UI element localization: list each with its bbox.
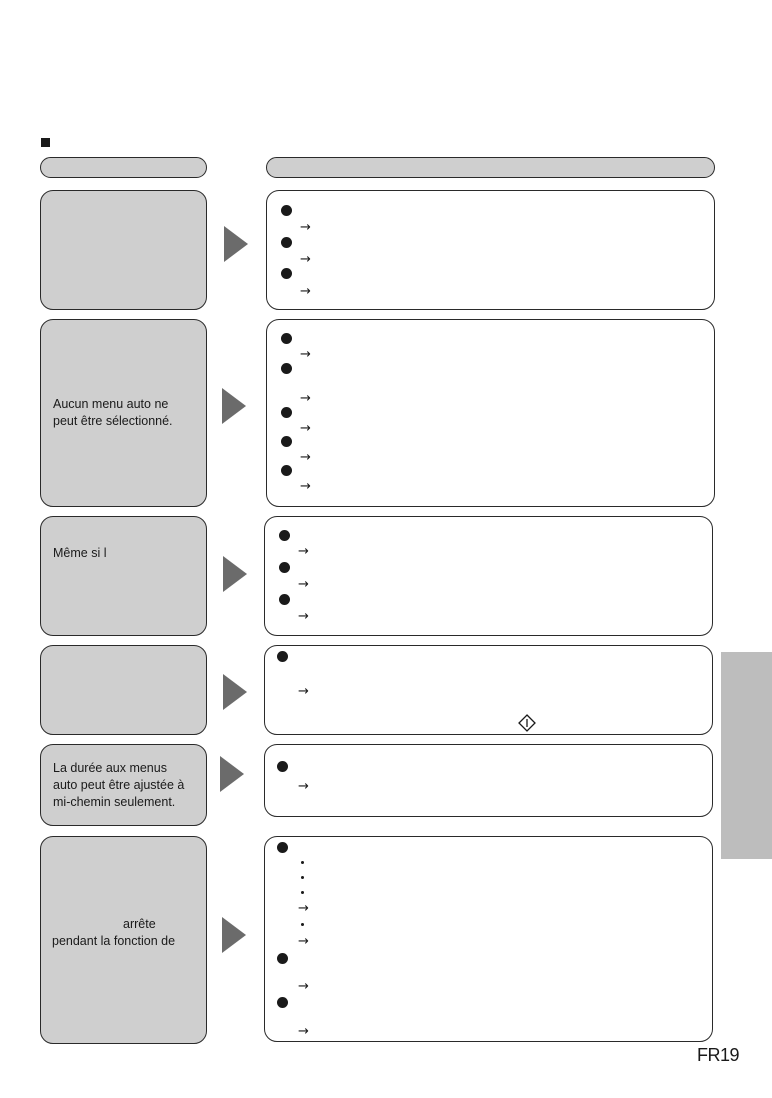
bullet-icon xyxy=(281,436,292,447)
symptom-box-2 xyxy=(40,319,207,507)
page-number: FR19 xyxy=(697,1045,740,1065)
bullet-icon xyxy=(281,363,292,374)
symptom-column-header xyxy=(40,157,207,178)
bullet-icon xyxy=(281,333,292,344)
bullet-icon xyxy=(279,530,290,541)
symptom-box-5 xyxy=(40,744,207,826)
right-arrow-icon: → xyxy=(298,779,309,794)
triangle-pointer-icon xyxy=(222,388,246,424)
solution-box-5 xyxy=(264,744,713,817)
list-dot xyxy=(301,891,304,894)
triangle-pointer-icon xyxy=(223,674,247,710)
triangle-pointer-icon xyxy=(222,917,246,953)
triangle-pointer-icon xyxy=(224,226,248,262)
bullet-icon xyxy=(281,205,292,216)
symptom-box-1 xyxy=(40,190,207,310)
right-arrow-icon: → xyxy=(300,479,311,494)
right-arrow-icon: → xyxy=(298,1024,309,1039)
right-arrow-icon: → xyxy=(300,421,311,436)
right-arrow-icon: → xyxy=(298,544,309,559)
right-arrow-icon: → xyxy=(298,609,309,624)
symptom-box-3 xyxy=(40,516,207,636)
solution-box-3 xyxy=(264,516,713,636)
side-tab xyxy=(721,652,772,859)
bullet-icon xyxy=(277,953,288,964)
section-marker-square xyxy=(41,138,50,147)
right-arrow-icon: → xyxy=(298,934,309,949)
symptom-text-6b: pendant la fonction de xyxy=(52,934,176,948)
bullet-icon xyxy=(281,237,292,248)
symptom-text-3: Même si l xyxy=(53,546,107,560)
solution-box-6 xyxy=(264,836,713,1042)
symptom-box-4 xyxy=(40,645,207,735)
right-arrow-icon: → xyxy=(298,901,309,916)
symptom-text-5: La durée aux menus auto peut être ajustée à mi-chemin seulement. xyxy=(53,760,185,809)
bullet-icon xyxy=(281,407,292,418)
right-arrow-icon: → xyxy=(298,577,309,592)
bullet-icon xyxy=(279,594,290,605)
symptom-text-6a: arrête xyxy=(123,917,156,931)
right-arrow-icon: → xyxy=(300,450,311,465)
symptom-box-6 xyxy=(40,836,207,1044)
right-arrow-icon: → xyxy=(298,684,309,699)
triangle-pointer-icon xyxy=(223,556,247,592)
bullet-icon xyxy=(277,761,288,772)
right-arrow-icon: → xyxy=(300,347,311,362)
bullet-icon xyxy=(279,562,290,573)
bullet-icon xyxy=(277,842,288,853)
triangle-pointer-icon xyxy=(220,756,244,792)
bullet-icon xyxy=(281,268,292,279)
bullet-icon xyxy=(281,465,292,476)
solution-box-2 xyxy=(266,319,715,507)
list-dot xyxy=(301,876,304,879)
symptom-text-2: Aucun menu auto ne peut être sélectionné. xyxy=(53,397,173,428)
start-button-icon xyxy=(518,714,536,732)
list-dot xyxy=(301,923,304,926)
solution-column-header xyxy=(266,157,715,178)
right-arrow-icon: → xyxy=(300,252,311,267)
solution-box-1 xyxy=(266,190,715,310)
right-arrow-icon: → xyxy=(298,979,309,994)
right-arrow-icon: → xyxy=(300,391,311,406)
list-dot xyxy=(301,861,304,864)
right-arrow-icon: → xyxy=(300,284,311,299)
bullet-icon xyxy=(277,651,288,662)
solution-box-4 xyxy=(264,645,713,735)
bullet-icon xyxy=(277,997,288,1008)
right-arrow-icon: → xyxy=(300,220,311,235)
